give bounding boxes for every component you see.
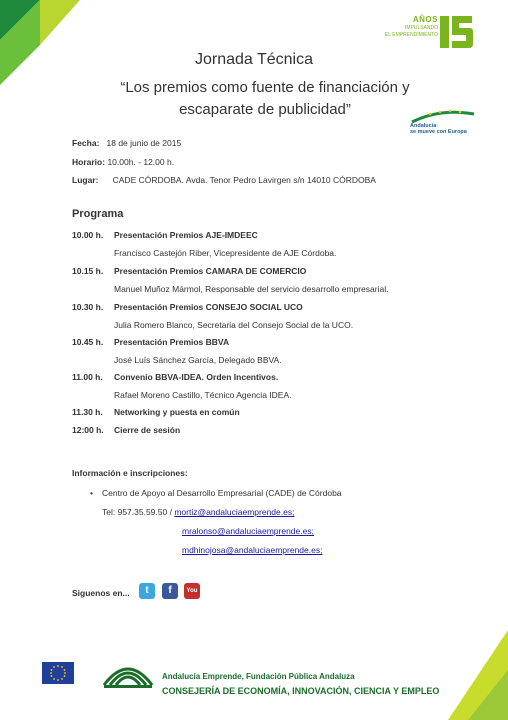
program-item: 10.30 h. Presentación Premios CONSEJO SOCIAL UCO	[72, 302, 303, 312]
corner-decoration-bottom-right	[448, 630, 508, 720]
follow-us-label: Siguenos en...	[72, 588, 130, 598]
program-speaker: Rafael Moreno Castillo, Técnico Agencia IDEA.	[114, 390, 292, 400]
program-item: 10.00 h. Presentación Premios AJE-IMDEEC	[72, 230, 258, 240]
corner-decoration-top-left	[0, 0, 80, 90]
email-link-mdhinojosa[interactable]: mdhinojosa@andaluciaemprende.es;	[182, 545, 323, 555]
junta-andalucia-logo-icon	[100, 655, 156, 703]
years-word: AÑOS	[412, 15, 438, 24]
footer-line-1: Andalucía Emprende, Fundación Pública Andaluza	[162, 672, 355, 681]
programa-heading: Programa	[72, 208, 124, 220]
contact-email-line	[182, 545, 322, 555]
program-speaker: Julia Romero Blanco, Secretaria del Consejo Social de la UCO.	[114, 320, 354, 330]
anniversary-logo	[380, 12, 480, 56]
program-speaker: José Luís Sánchez García, Delegado BBVA.	[114, 355, 282, 365]
footer-line-2: CONSEJERÍA DE ECONOMÍA, INNOVACIÓN, CIENCIA Y EMPLEO	[162, 686, 440, 696]
youtube-icon[interactable]: You	[184, 583, 200, 599]
program-item: 12:00 h. Cierre de sesión	[72, 425, 181, 435]
twitter-icon[interactable]: t	[139, 583, 155, 599]
contact-tel-line: Tel: 957.35.59.50 / mortiz@andaluciaemprende.es;	[102, 507, 295, 517]
horario-row: Horario: 10.00h. - 12.00 h.	[72, 157, 175, 167]
lugar-row: Lugar: CADE CÓRDOBA. Avda. Tenor Pedro Lavirgen s/n 14010 CÓRDOBA	[72, 175, 376, 185]
fecha-row: Fecha: 18 de junio de 2015	[72, 138, 182, 148]
tagline-2: EL EMPRENDIMIENTO	[384, 32, 438, 38]
tagline-1: IMPULSANDO	[404, 25, 438, 31]
program-speaker: Manuel Muñoz Mármol, Responsable del servicio desarrollo empresarial.	[114, 284, 389, 294]
page-title: Jornada Técnica	[195, 51, 313, 68]
program-item: 10.15 h. Presentación Premios CAMARA DE COMERCIO	[72, 266, 307, 276]
program-item: 11.00 h. Convenio BBVA-IDEA. Orden Incentivos.	[72, 372, 279, 382]
bullet-icon: •	[90, 488, 93, 498]
email-link-mortiz[interactable]: mortiz@andaluciaemprende.es;	[174, 507, 295, 517]
contact-heading: Información e inscripciones:	[72, 468, 188, 478]
andalucia-europa-logo	[410, 108, 476, 138]
andalucia-logo-text: Andalucía se mueve con Europa	[410, 123, 467, 135]
page-subtitle: “Los premios como fuente de financiación y escaparate de publicidad”	[120, 79, 410, 118]
fifteen-logo-icon	[440, 14, 474, 50]
contact-email-line	[182, 526, 314, 536]
contact-center: • Centro de Apoyo al Desarrollo Empresarial (CADE) de Córdoba	[90, 488, 342, 498]
program-speaker: Francisco Castejón Riber, Vicepresidente de AJE Córdoba.	[114, 248, 337, 258]
email-link-mralonso[interactable]: mralonso@andaluciaemprende.es;	[182, 526, 314, 536]
andalucia-swoosh-icon	[410, 108, 476, 124]
facebook-icon[interactable]: f	[162, 583, 178, 599]
program-item: 10.45 h. Presentación Premios BBVA	[72, 337, 230, 347]
eu-flag-icon	[42, 662, 74, 684]
program-item: 11.30 h. Networking y puesta en común	[72, 407, 240, 417]
